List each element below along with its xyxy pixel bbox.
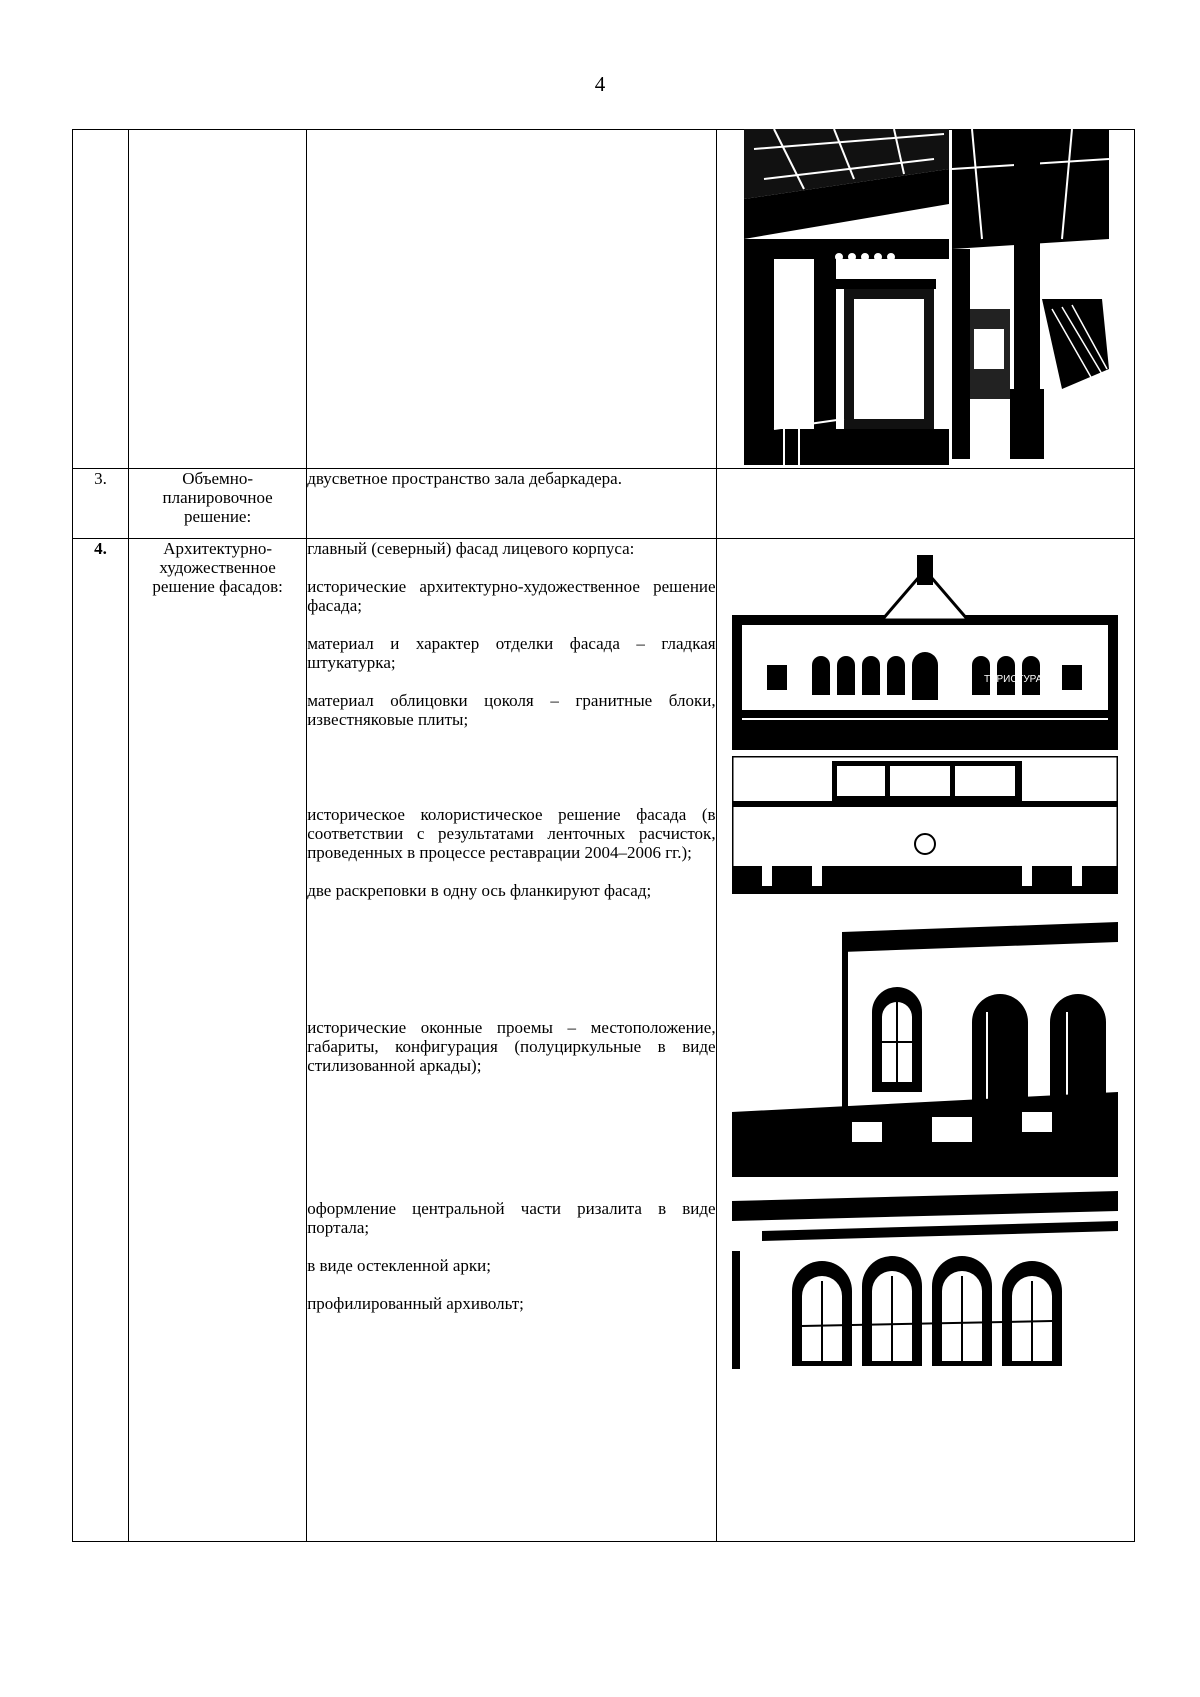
item-text: главный (северный) фасад лицевого корпуса:	[307, 539, 635, 558]
facade-corner-photo	[732, 912, 1118, 1177]
item-text: исторические оконные проемы – местоположение, габариты, конфигурация (полуциркульные в виде стилизованной аркады);	[307, 1018, 716, 1075]
item-text: исторические архитектурно-художественное решение фасада;	[307, 577, 716, 615]
item-text: материал облицовки цоколя – гранитные блоки, известняковые плиты;	[307, 691, 716, 729]
facade-arcade-photo	[732, 1191, 1118, 1369]
item-text: профилированный архивольт;	[307, 1294, 524, 1313]
cell-description	[307, 469, 716, 539]
item-text: две раскреповки в одну ось фланкируют фасад;	[307, 881, 652, 900]
cell-number	[73, 130, 129, 469]
item-text: в виде остекленной арки;	[307, 1256, 491, 1275]
row-title: Архитектурно-художественное решение фасадов:	[129, 539, 307, 1542]
cell-name	[129, 130, 307, 469]
interior-hall-photo	[744, 129, 949, 465]
facade-detail-photo	[732, 756, 1118, 894]
table-row	[73, 469, 1135, 539]
cell-images	[716, 469, 1134, 539]
page-number: 4	[594, 72, 606, 96]
item-text: двусветное пространство зала дебаркадера.	[307, 469, 622, 488]
item-text: историческое колористическое решение фасада (в соответствии с результатами ленточных расчисток, проведенных в процессе реставрации 2004–2006 гг.);	[307, 805, 716, 862]
facade-sign-text: ТУРИСТУРА	[984, 674, 1043, 685]
row-title: Объемно-планировочное решение:	[129, 469, 307, 539]
cell-description	[307, 539, 716, 1542]
item-text: оформление центральной части ризалита в виде портала;	[307, 1199, 716, 1237]
item-text: материал и характер отделки фасада – гладкая штукатурка;	[307, 634, 716, 672]
row-number: 3.	[73, 469, 129, 539]
row-number: 4.	[73, 539, 129, 1542]
interior-column-photo	[952, 129, 1109, 459]
facade-main-photo	[732, 550, 1118, 750]
cell-description	[307, 130, 716, 469]
